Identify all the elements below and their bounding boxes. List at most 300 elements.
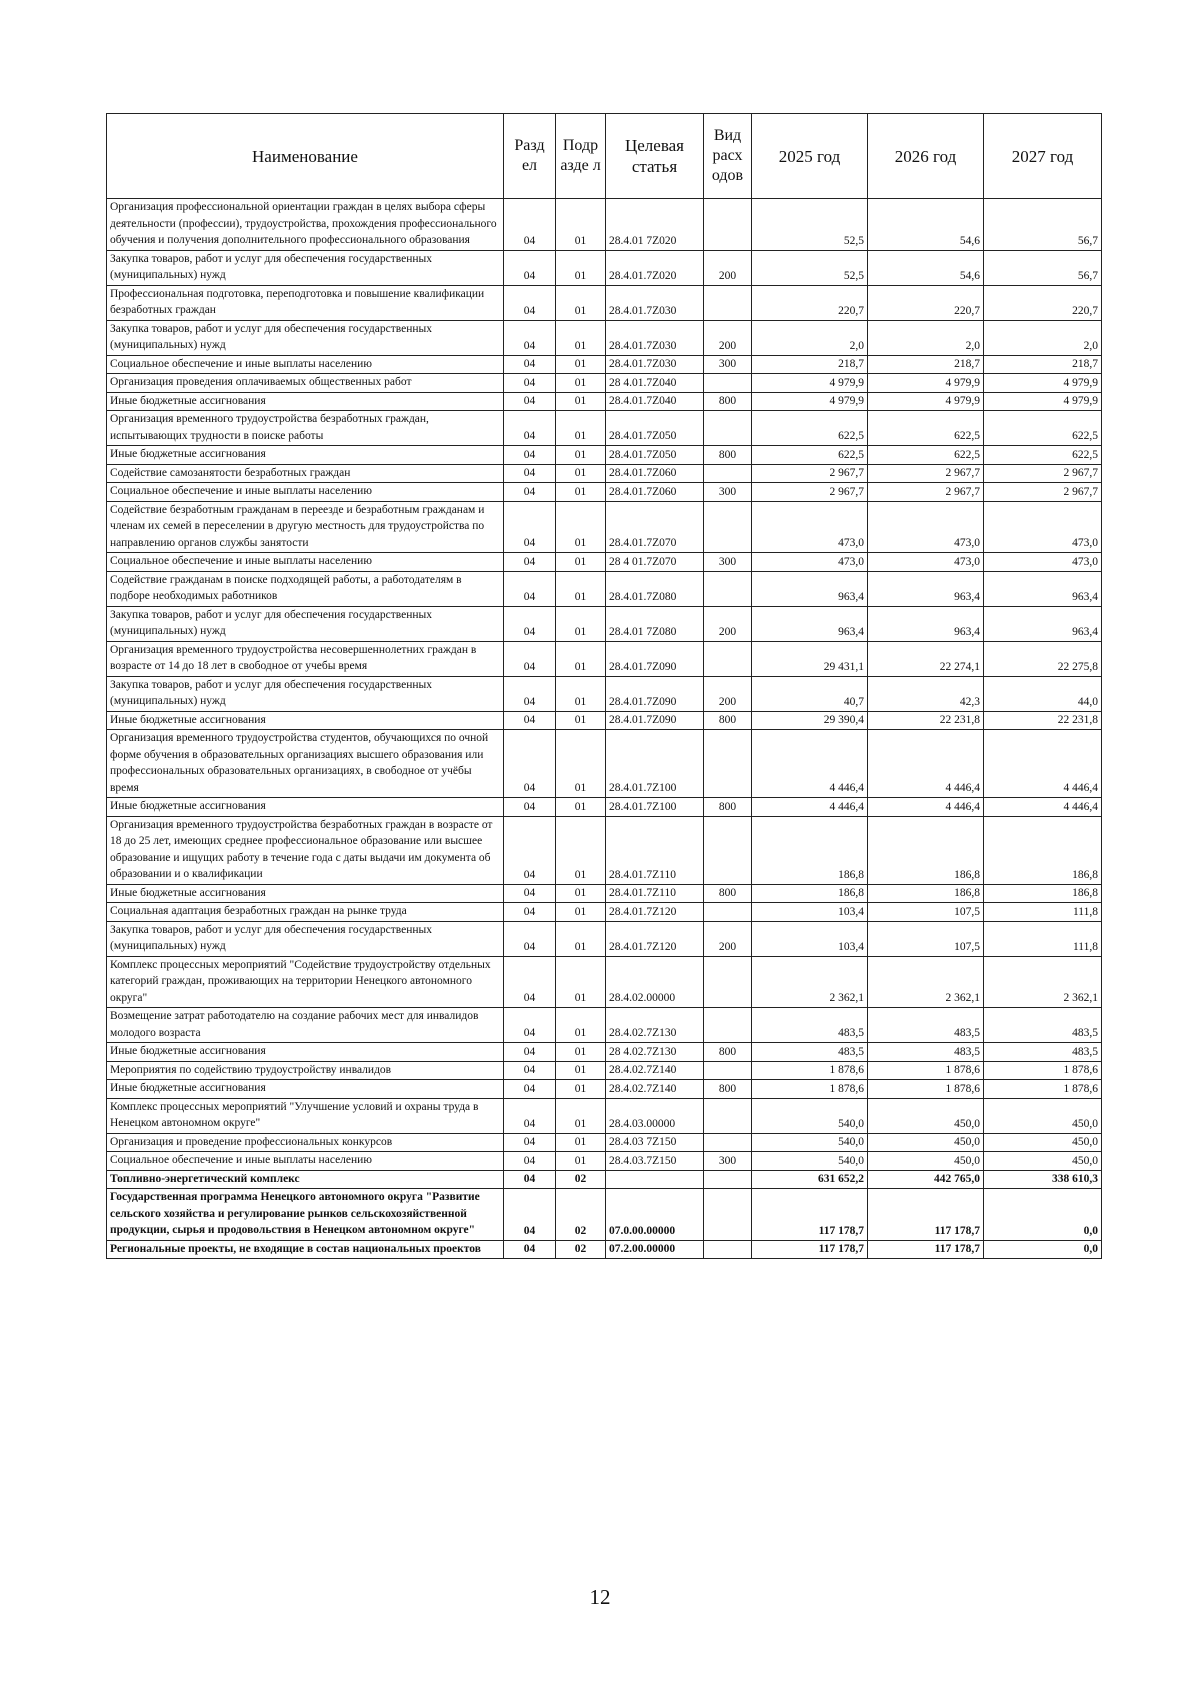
cell-subsection: 01 [556, 606, 606, 641]
table-row [107, 285, 1102, 320]
cell-name: Государственная программа Ненецкого автономного округа "Развитие сельского хозяйства и регулирование рынков сельскохозяйственной продукции, сырья и продовольствия в Ненецком автономном округе" [107, 1189, 504, 1241]
cell-target: 28.4.01.7Z110 [606, 816, 704, 884]
cell-2025: 4 979,9 [752, 392, 868, 411]
cell-name: Организация временного трудоустройства безработных граждан в возрасте от 18 до 25 лет, имеющих среднее профессиональное образование или высшее образование и ищущих работу в течение года с даты выдачи им документа об образовании и о квалификации [107, 816, 504, 884]
cell-2025: 1 878,6 [752, 1080, 868, 1099]
cell-subsection: 01 [556, 1098, 606, 1133]
cell-subsection: 01 [556, 921, 606, 956]
cell-2027: 483,5 [984, 1043, 1102, 1062]
cell-2026: 107,5 [868, 921, 984, 956]
cell-expense-type [704, 199, 752, 251]
cell-name: Содействие гражданам в поиске подходящей работы, а работодателям в подборе необходимых работников [107, 571, 504, 606]
table-body [107, 199, 1102, 1259]
cell-target: 28.4.01.7Z070 [606, 501, 704, 553]
cell-expense-type: 200 [704, 606, 752, 641]
cell-target: 28.4.01.7Z120 [606, 903, 704, 922]
cell-name: Содействие самозанятости безработных граждан [107, 464, 504, 483]
cell-2025: 40,7 [752, 676, 868, 711]
cell-2026: 4 979,9 [868, 374, 984, 393]
cell-subsection: 01 [556, 250, 606, 285]
cell-expense-type: 300 [704, 483, 752, 502]
cell-target: 28.4.01.7Z100 [606, 730, 704, 798]
cell-name: Профессиональная подготовка, переподготовка и повышение квалификации безработных граждан [107, 285, 504, 320]
cell-target: 28.4.01.7Z040 [606, 392, 704, 411]
cell-2026: 2 967,7 [868, 483, 984, 502]
cell-subsection: 01 [556, 641, 606, 676]
header-2025: 2025 год [752, 114, 868, 199]
cell-section: 04 [504, 392, 556, 411]
cell-2025: 2 967,7 [752, 483, 868, 502]
cell-2027: 0,0 [984, 1189, 1102, 1241]
cell-name: Иные бюджетные ассигнования [107, 446, 504, 465]
table-row [107, 1240, 1102, 1259]
cell-target: 28.4.01.7Z050 [606, 411, 704, 446]
cell-subsection: 01 [556, 956, 606, 1008]
cell-2025: 29 390,4 [752, 711, 868, 730]
cell-section: 04 [504, 921, 556, 956]
cell-2027: 44,0 [984, 676, 1102, 711]
cell-2027: 450,0 [984, 1098, 1102, 1133]
table-row [107, 798, 1102, 817]
cell-2025: 483,5 [752, 1043, 868, 1062]
cell-name: Закупка товаров, работ и услуг для обеспечения государственных (муниципальных) нужд [107, 921, 504, 956]
header-name: Наименование [107, 114, 504, 199]
table-row [107, 446, 1102, 465]
table-row [107, 553, 1102, 572]
cell-expense-type: 200 [704, 676, 752, 711]
cell-subsection: 01 [556, 355, 606, 374]
cell-target: 28.4.03.00000 [606, 1098, 704, 1133]
cell-section: 04 [504, 464, 556, 483]
header-2026: 2026 год [868, 114, 984, 199]
cell-2025: 117 178,7 [752, 1240, 868, 1259]
header-expense-type: Вид расх одов [704, 114, 752, 199]
cell-2025: 220,7 [752, 285, 868, 320]
cell-2025: 963,4 [752, 571, 868, 606]
cell-2025: 186,8 [752, 884, 868, 903]
cell-target: 28.4.01.7Z020 [606, 250, 704, 285]
cell-2025: 52,5 [752, 199, 868, 251]
cell-section: 04 [504, 956, 556, 1008]
cell-expense-type: 800 [704, 1043, 752, 1062]
cell-section: 04 [504, 1061, 556, 1080]
cell-2027: 450,0 [984, 1133, 1102, 1152]
cell-2025: 473,0 [752, 553, 868, 572]
page-number: 12 [589, 1585, 611, 1609]
cell-subsection: 02 [556, 1240, 606, 1259]
table-row [107, 1061, 1102, 1080]
cell-2025: 2 967,7 [752, 464, 868, 483]
table-row [107, 501, 1102, 553]
cell-section: 04 [504, 711, 556, 730]
cell-target: 28.4.01.7Z090 [606, 711, 704, 730]
cell-2027: 473,0 [984, 553, 1102, 572]
table-row [107, 320, 1102, 355]
cell-2026: 4 446,4 [868, 798, 984, 817]
cell-subsection: 01 [556, 1080, 606, 1099]
cell-2025: 52,5 [752, 250, 868, 285]
cell-section: 04 [504, 903, 556, 922]
cell-2027: 622,5 [984, 446, 1102, 465]
table-row [107, 956, 1102, 1008]
cell-section: 04 [504, 446, 556, 465]
cell-2025: 103,4 [752, 921, 868, 956]
cell-2026: 186,8 [868, 884, 984, 903]
cell-name: Иные бюджетные ассигнования [107, 1080, 504, 1099]
cell-target: 28.4.01 7Z020 [606, 199, 704, 251]
cell-name: Региональные проекты, не входящие в состав национальных проектов [107, 1240, 504, 1259]
cell-2025: 540,0 [752, 1098, 868, 1133]
cell-subsection: 01 [556, 553, 606, 572]
cell-expense-type [704, 1008, 752, 1043]
cell-2027: 4 446,4 [984, 730, 1102, 798]
cell-expense-type [704, 1170, 752, 1189]
cell-2026: 107,5 [868, 903, 984, 922]
cell-name: Организация проведения оплачиваемых общественных работ [107, 374, 504, 393]
cell-2027: 2 967,7 [984, 483, 1102, 502]
cell-target: 28.4.01.7Z030 [606, 285, 704, 320]
cell-target: 28 4.02.7Z130 [606, 1043, 704, 1062]
cell-subsection: 01 [556, 374, 606, 393]
cell-2026: 622,5 [868, 411, 984, 446]
cell-name: Иные бюджетные ассигнования [107, 1043, 504, 1062]
cell-2027: 2 967,7 [984, 464, 1102, 483]
cell-expense-type: 800 [704, 884, 752, 903]
cell-target: 28.4.02.7Z140 [606, 1061, 704, 1080]
cell-2026: 2 362,1 [868, 956, 984, 1008]
cell-subsection: 01 [556, 730, 606, 798]
cell-name: Содействие безработным гражданам в переезде и безработным гражданам и членам их семей в переселении в другую местность для трудоустройства по направлению органов службы занятости [107, 501, 504, 553]
cell-subsection: 01 [556, 1043, 606, 1062]
cell-subsection: 01 [556, 816, 606, 884]
cell-target: 28.4.01.7Z030 [606, 355, 704, 374]
cell-2026: 450,0 [868, 1098, 984, 1133]
cell-2027: 4 979,9 [984, 392, 1102, 411]
cell-section: 04 [504, 199, 556, 251]
cell-section: 04 [504, 676, 556, 711]
cell-name: Иные бюджетные ассигнования [107, 392, 504, 411]
cell-2026: 117 178,7 [868, 1189, 984, 1241]
cell-section: 04 [504, 320, 556, 355]
cell-section: 04 [504, 1080, 556, 1099]
table-row [107, 1098, 1102, 1133]
cell-name: Организация временного трудоустройства студентов, обучающихся по очной форме обучения в образовательных организациях высшего образования или профессиональных образовательных организациях, в свободное от учёбы время [107, 730, 504, 798]
table-row [107, 250, 1102, 285]
cell-2027: 56,7 [984, 199, 1102, 251]
table-row [107, 483, 1102, 502]
cell-expense-type [704, 816, 752, 884]
cell-subsection: 01 [556, 798, 606, 817]
cell-subsection: 01 [556, 285, 606, 320]
cell-2027: 22 231,8 [984, 711, 1102, 730]
cell-2025: 540,0 [752, 1133, 868, 1152]
header-target: Целевая статья [606, 114, 704, 199]
cell-subsection: 01 [556, 1152, 606, 1171]
table-row [107, 884, 1102, 903]
cell-name: Организация временного трудоустройства несовершеннолетних граждан в возрасте от 14 до 18 лет в свободное от учебы время [107, 641, 504, 676]
cell-target: 28.4.01.7Z110 [606, 884, 704, 903]
table-row [107, 1152, 1102, 1171]
cell-2026: 54,6 [868, 199, 984, 251]
cell-2027: 111,8 [984, 921, 1102, 956]
cell-name: Комплекс процессных мероприятий "Улучшение условий и охраны труда в Ненецком автономном округе" [107, 1098, 504, 1133]
cell-name: Организация временного трудоустройства безработных граждан, испытывающих трудности в поиске работы [107, 411, 504, 446]
cell-section: 04 [504, 606, 556, 641]
cell-name: Закупка товаров, работ и услуг для обеспечения государственных (муниципальных) нужд [107, 320, 504, 355]
cell-expense-type: 200 [704, 250, 752, 285]
cell-target: 28.4.01.7Z120 [606, 921, 704, 956]
cell-expense-type: 800 [704, 392, 752, 411]
cell-2027: 963,4 [984, 571, 1102, 606]
cell-2026: 483,5 [868, 1008, 984, 1043]
header-subsection: Подр азде л [556, 114, 606, 199]
cell-subsection: 01 [556, 501, 606, 553]
header-row [107, 114, 1102, 199]
cell-name: Комплекс процессных мероприятий "Содействие трудоустройству отдельных категорий граждан, проживающих на территории Ненецкого автономного округа" [107, 956, 504, 1008]
cell-target: 28.4.03.7Z150 [606, 1152, 704, 1171]
cell-2027: 622,5 [984, 411, 1102, 446]
cell-target: 28.4.01.7Z030 [606, 320, 704, 355]
cell-name: Возмещение затрат работодателю на создание рабочих мест для инвалидов молодого возраста [107, 1008, 504, 1043]
cell-2027: 338 610,3 [984, 1170, 1102, 1189]
cell-target: 28.4.02.7Z140 [606, 1080, 704, 1099]
cell-2025: 622,5 [752, 446, 868, 465]
cell-expense-type: 300 [704, 355, 752, 374]
cell-2027: 963,4 [984, 606, 1102, 641]
cell-2025: 622,5 [752, 411, 868, 446]
cell-expense-type: 800 [704, 1080, 752, 1099]
cell-section: 04 [504, 730, 556, 798]
cell-2027: 218,7 [984, 355, 1102, 374]
cell-target: 07.0.00.00000 [606, 1189, 704, 1241]
cell-section: 04 [504, 1189, 556, 1241]
cell-expense-type: 800 [704, 798, 752, 817]
cell-2025: 4 446,4 [752, 730, 868, 798]
cell-expense-type [704, 1061, 752, 1080]
cell-section: 04 [504, 1240, 556, 1259]
budget-table [106, 113, 1102, 1259]
cell-2026: 1 878,6 [868, 1080, 984, 1099]
table-row [107, 464, 1102, 483]
cell-2026: 4 979,9 [868, 392, 984, 411]
cell-2025: 483,5 [752, 1008, 868, 1043]
table-row [107, 606, 1102, 641]
cell-2026: 4 446,4 [868, 730, 984, 798]
cell-expense-type: 300 [704, 553, 752, 572]
cell-name: Топливно-энергетический комплекс [107, 1170, 504, 1189]
table-row [107, 1170, 1102, 1189]
cell-target: 28.4.01.7Z090 [606, 676, 704, 711]
cell-2025: 186,8 [752, 816, 868, 884]
cell-2027: 4 979,9 [984, 374, 1102, 393]
table-row [107, 1008, 1102, 1043]
cell-subsection: 01 [556, 903, 606, 922]
table-row [107, 730, 1102, 798]
table-row [107, 571, 1102, 606]
cell-name: Иные бюджетные ассигнования [107, 711, 504, 730]
cell-target: 28 4 01.7Z070 [606, 553, 704, 572]
table-row [107, 411, 1102, 446]
cell-name: Организация и проведение профессиональных конкурсов [107, 1133, 504, 1152]
cell-2027: 186,8 [984, 816, 1102, 884]
cell-section: 04 [504, 355, 556, 374]
cell-2026: 22 231,8 [868, 711, 984, 730]
cell-2025: 1 878,6 [752, 1061, 868, 1080]
cell-expense-type [704, 903, 752, 922]
table-row [107, 1080, 1102, 1099]
cell-name: Иные бюджетные ассигнования [107, 798, 504, 817]
table-row [107, 921, 1102, 956]
cell-subsection: 01 [556, 1008, 606, 1043]
cell-2027: 1 878,6 [984, 1080, 1102, 1099]
cell-subsection: 01 [556, 1061, 606, 1080]
cell-2026: 450,0 [868, 1133, 984, 1152]
cell-target: 28.4.01.7Z060 [606, 483, 704, 502]
cell-2026: 473,0 [868, 501, 984, 553]
cell-name: Закупка товаров, работ и услуг для обеспечения государственных (муниципальных) нужд [107, 606, 504, 641]
cell-section: 04 [504, 374, 556, 393]
cell-2025: 218,7 [752, 355, 868, 374]
table-row [107, 199, 1102, 251]
cell-target [606, 1170, 704, 1189]
cell-subsection: 01 [556, 320, 606, 355]
cell-section: 04 [504, 285, 556, 320]
table-row [107, 641, 1102, 676]
cell-target: 28.4.01 7Z080 [606, 606, 704, 641]
table-row [107, 392, 1102, 411]
cell-2026: 2,0 [868, 320, 984, 355]
cell-2027: 2,0 [984, 320, 1102, 355]
cell-expense-type [704, 285, 752, 320]
cell-2026: 42,3 [868, 676, 984, 711]
cell-section: 04 [504, 411, 556, 446]
cell-subsection: 02 [556, 1170, 606, 1189]
cell-2025: 2 362,1 [752, 956, 868, 1008]
cell-section: 04 [504, 1133, 556, 1152]
cell-subsection: 02 [556, 1189, 606, 1241]
cell-expense-type [704, 730, 752, 798]
cell-target: 28.4.03 7Z150 [606, 1133, 704, 1152]
cell-subsection: 01 [556, 571, 606, 606]
cell-2027: 2 362,1 [984, 956, 1102, 1008]
cell-2027: 4 446,4 [984, 798, 1102, 817]
cell-2025: 117 178,7 [752, 1189, 868, 1241]
cell-expense-type [704, 1189, 752, 1241]
cell-2026: 218,7 [868, 355, 984, 374]
cell-name: Социальное обеспечение и иные выплаты населению [107, 1152, 504, 1171]
cell-expense-type [704, 1098, 752, 1133]
table-row [107, 1043, 1102, 1062]
cell-subsection: 01 [556, 411, 606, 446]
cell-expense-type [704, 464, 752, 483]
cell-2027: 56,7 [984, 250, 1102, 285]
cell-section: 04 [504, 1152, 556, 1171]
cell-section: 04 [504, 501, 556, 553]
cell-2025: 963,4 [752, 606, 868, 641]
header-section: Разд ел [504, 114, 556, 199]
cell-2026: 483,5 [868, 1043, 984, 1062]
cell-2025: 540,0 [752, 1152, 868, 1171]
cell-name: Закупка товаров, работ и услуг для обеспечения государственных (муниципальных) нужд [107, 676, 504, 711]
cell-subsection: 01 [556, 676, 606, 711]
cell-2026: 442 765,0 [868, 1170, 984, 1189]
cell-expense-type [704, 956, 752, 1008]
cell-section: 04 [504, 1098, 556, 1133]
cell-subsection: 01 [556, 392, 606, 411]
table-row [107, 374, 1102, 393]
table-row [107, 816, 1102, 884]
table-row [107, 903, 1102, 922]
cell-subsection: 01 [556, 1133, 606, 1152]
cell-2027: 186,8 [984, 884, 1102, 903]
cell-section: 04 [504, 553, 556, 572]
cell-2026: 22 274,1 [868, 641, 984, 676]
cell-name: Организация профессиональной ориентации граждан в целях выбора сферы деятельности (профессии), трудоустройства, прохождения профессионального обучения и получения дополнительного профессионального образования [107, 199, 504, 251]
cell-expense-type [704, 571, 752, 606]
cell-subsection: 01 [556, 483, 606, 502]
cell-target: 07.2.00.00000 [606, 1240, 704, 1259]
cell-expense-type: 300 [704, 1152, 752, 1171]
table-row [107, 711, 1102, 730]
cell-expense-type [704, 641, 752, 676]
cell-2026: 450,0 [868, 1152, 984, 1171]
cell-section: 04 [504, 1008, 556, 1043]
cell-subsection: 01 [556, 884, 606, 903]
cell-name: Закупка товаров, работ и услуг для обеспечения государственных (муниципальных) нужд [107, 250, 504, 285]
cell-section: 04 [504, 250, 556, 285]
cell-expense-type: 200 [704, 320, 752, 355]
cell-target: 28.4.01.7Z060 [606, 464, 704, 483]
cell-section: 04 [504, 571, 556, 606]
cell-2025: 4 446,4 [752, 798, 868, 817]
cell-expense-type [704, 374, 752, 393]
cell-subsection: 01 [556, 711, 606, 730]
cell-2026: 54,6 [868, 250, 984, 285]
cell-2026: 963,4 [868, 606, 984, 641]
cell-2025: 29 431,1 [752, 641, 868, 676]
cell-subsection: 01 [556, 199, 606, 251]
cell-expense-type: 800 [704, 446, 752, 465]
cell-name: Социальное обеспечение и иные выплаты населению [107, 355, 504, 374]
cell-target: 28.4.02.00000 [606, 956, 704, 1008]
cell-name: Социальная адаптация безработных граждан на рынке труда [107, 903, 504, 922]
cell-2027: 1 878,6 [984, 1061, 1102, 1080]
cell-2026: 473,0 [868, 553, 984, 572]
cell-2027: 483,5 [984, 1008, 1102, 1043]
cell-section: 04 [504, 1170, 556, 1189]
cell-target: 28.4.01.7Z050 [606, 446, 704, 465]
cell-section: 04 [504, 798, 556, 817]
cell-target: 28.4.01.7Z090 [606, 641, 704, 676]
cell-target: 28.4.01.7Z100 [606, 798, 704, 817]
cell-expense-type: 800 [704, 711, 752, 730]
cell-2025: 2,0 [752, 320, 868, 355]
cell-section: 04 [504, 816, 556, 884]
cell-2026: 963,4 [868, 571, 984, 606]
cell-2027: 220,7 [984, 285, 1102, 320]
cell-name: Иные бюджетные ассигнования [107, 884, 504, 903]
cell-expense-type [704, 1133, 752, 1152]
cell-target: 28.4.01.7Z080 [606, 571, 704, 606]
cell-expense-type: 200 [704, 921, 752, 956]
cell-2026: 2 967,7 [868, 464, 984, 483]
cell-section: 04 [504, 1043, 556, 1062]
cell-section: 04 [504, 641, 556, 676]
cell-2027: 0,0 [984, 1240, 1102, 1259]
cell-subsection: 01 [556, 464, 606, 483]
cell-2025: 631 652,2 [752, 1170, 868, 1189]
cell-2026: 220,7 [868, 285, 984, 320]
